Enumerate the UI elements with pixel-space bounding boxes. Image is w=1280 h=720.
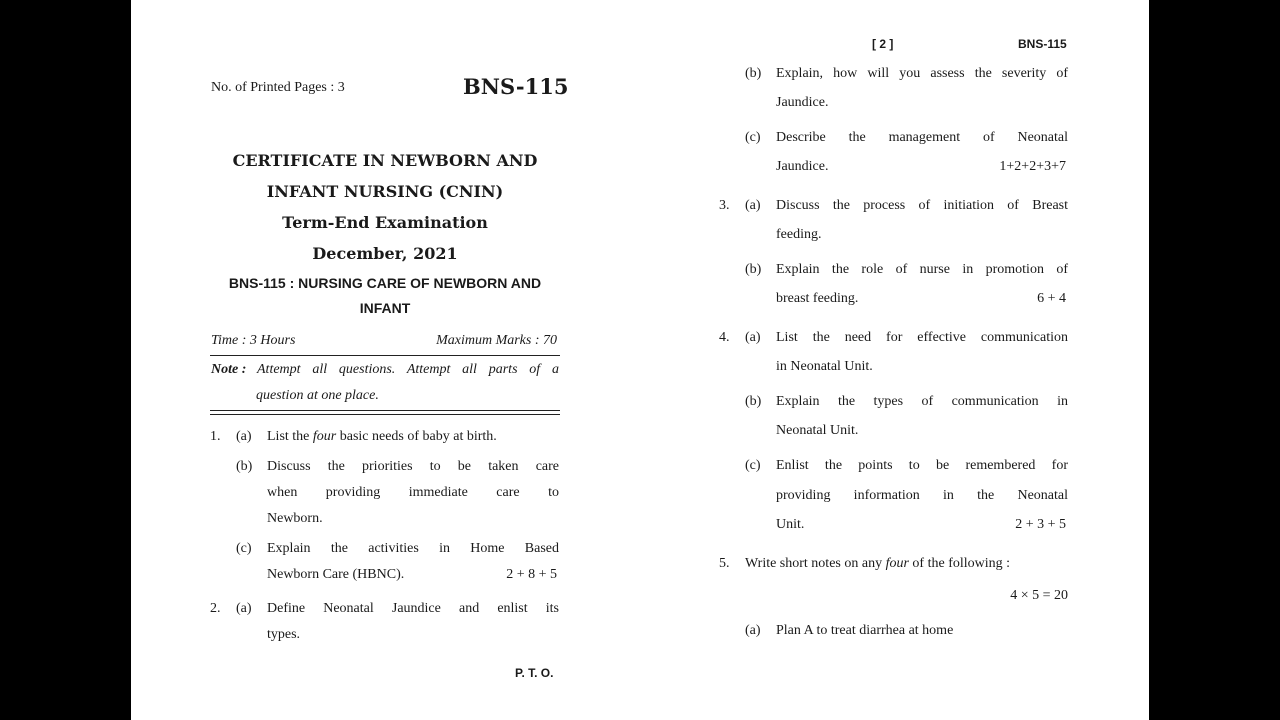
exam-time: Time : 3 Hours xyxy=(211,333,296,348)
max-marks: Maximum Marks : 70 xyxy=(436,333,557,348)
q5-text-pre: Write short notes on any xyxy=(745,556,883,571)
part-label: (a) xyxy=(745,330,761,345)
q5-text-post: of the following : xyxy=(912,556,1011,571)
part-label: (c) xyxy=(236,541,252,556)
title-line-2: INFANT NURSING (CNIN) xyxy=(266,182,504,201)
part-label: (c) xyxy=(745,130,761,145)
q2-marks: 1+2+2+3+7 xyxy=(999,159,1066,174)
q4b-line-1: Explain the types of communication in xyxy=(776,394,1068,409)
document-sheet xyxy=(131,0,1149,720)
part-label: (c) xyxy=(745,458,761,473)
part-label: (a) xyxy=(745,198,761,213)
course-title-line-2: INFANT xyxy=(359,300,411,316)
course-title-line-1: BNS-115 : NURSING CARE OF NEWBORN AND xyxy=(228,275,542,291)
q2a-line-1: Define Neonatal Jaundice and enlist its xyxy=(267,601,559,616)
rule-double-top xyxy=(210,410,560,411)
q1a-text xyxy=(267,429,497,445)
q1b-line-2: when providing immediate care to xyxy=(267,485,559,500)
part-label: (a) xyxy=(236,429,252,444)
part-label: (b) xyxy=(745,262,762,277)
part-label: (a) xyxy=(745,623,761,638)
exam-date: December, 2021 xyxy=(312,244,458,263)
q3a-line-2: feeding. xyxy=(776,227,822,242)
part-label: (b) xyxy=(745,394,762,409)
q5-text xyxy=(745,556,1010,572)
q5-marks: 4 × 5 = 20 xyxy=(1010,588,1068,603)
running-head-code: BNS-115 xyxy=(1018,37,1067,51)
q4a-line-1: List the need for effective communication xyxy=(776,330,1068,345)
question-number: 5. xyxy=(719,556,730,571)
q4b-line-2: Neonatal Unit. xyxy=(776,423,859,438)
q5-text-emphasis: four xyxy=(885,556,909,571)
q1a-text-post: basic needs of baby at birth. xyxy=(339,429,497,444)
exam-name: Term-End Examination xyxy=(282,213,488,232)
q3-marks: 6 + 4 xyxy=(1037,291,1066,306)
q2c-line-1: Describe the management of Neonatal xyxy=(776,130,1068,145)
question-number: 3. xyxy=(719,198,730,213)
question-number: 1. xyxy=(210,429,221,444)
note-label: Note : xyxy=(211,362,247,377)
rule-double-bottom xyxy=(210,414,560,415)
paper-code: BNS-115 xyxy=(463,74,569,99)
page-number: [ 2 ] xyxy=(872,37,894,51)
q4c-line-1: Enlist the points to be remembered for xyxy=(776,458,1068,473)
question-number: 2. xyxy=(210,601,221,616)
q2b-line-1: Explain, how will you assess the severity of xyxy=(776,66,1068,81)
q4a-line-2: in Neonatal Unit. xyxy=(776,359,873,374)
q1b-line-3: Newborn. xyxy=(267,511,323,526)
part-label: (b) xyxy=(745,66,762,81)
q4-marks: 2 + 3 + 5 xyxy=(1015,517,1066,532)
q3a-line-1: Discuss the process of initiation of Breast xyxy=(776,198,1068,213)
q1a-text-emphasis: four xyxy=(312,429,337,444)
q4c-line-2: providing information in the Neonatal xyxy=(776,488,1068,503)
title-line-1: CERTIFICATE IN NEWBORN AND xyxy=(232,151,538,170)
q1b-line-1: Discuss the priorities to be taken care xyxy=(267,459,559,474)
part-label: (b) xyxy=(236,459,253,474)
q4c-line-3: Unit. xyxy=(776,517,805,532)
q2a-line-2: types. xyxy=(267,627,301,642)
rule-time xyxy=(210,355,560,356)
q1c-line-2: Newborn Care (HBNC). xyxy=(267,567,405,582)
q2b-line-2: Jaundice. xyxy=(776,95,829,110)
q1a-text-pre: List the xyxy=(267,429,310,444)
q3b-line-2: breast feeding. xyxy=(776,291,859,306)
pto-marker: P. T. O. xyxy=(515,666,554,680)
q2c-line-2: Jaundice. xyxy=(776,159,829,174)
part-label: (a) xyxy=(236,601,252,616)
note-line-1: Attempt all questions. Attempt all parts of a xyxy=(257,362,559,377)
question-number: 4. xyxy=(719,330,730,345)
q1-marks: 2 + 8 + 5 xyxy=(506,567,557,582)
q1c-line-1: Explain the activities in Home Based xyxy=(267,541,559,556)
q5a-text: Plan A to treat diarrhea at home xyxy=(776,623,954,638)
q3b-line-1: Explain the role of nurse in promotion of xyxy=(776,262,1068,277)
printed-pages: No. of Printed Pages : 3 xyxy=(211,80,345,95)
note-line-2: question at one place. xyxy=(256,388,379,403)
